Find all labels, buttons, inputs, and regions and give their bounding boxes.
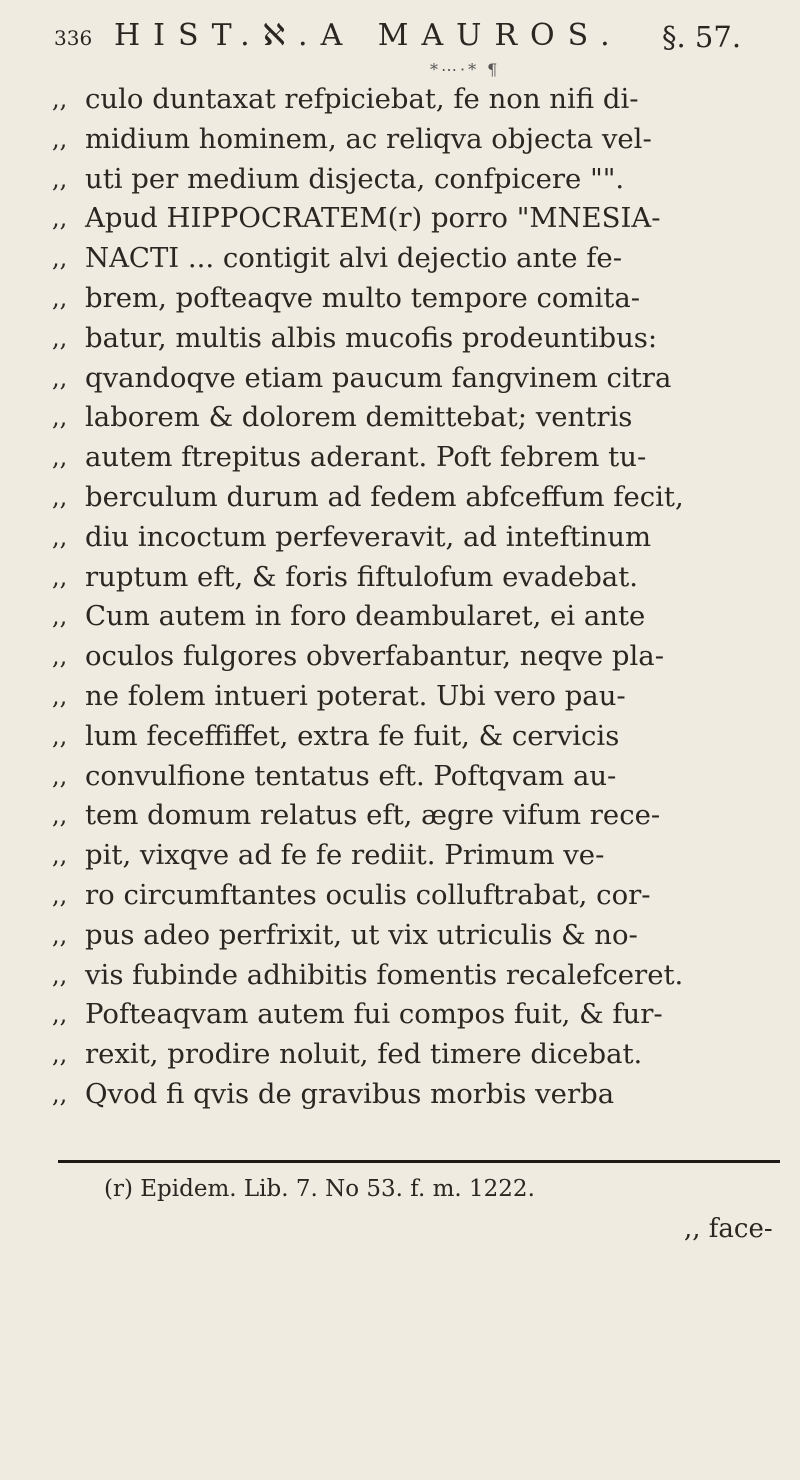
quote-mark: ,, <box>52 204 68 233</box>
line-text: autem ftrepitus aderant. Poft febrem tu- <box>85 441 647 474</box>
quote-mark: ,, <box>52 841 68 870</box>
text-line <box>52 916 782 956</box>
text-line <box>52 677 782 717</box>
line-text: convulfione tentatus eft. Poftqvam au- <box>85 759 617 792</box>
line-text: berculum durum ad fedem abfceffum fecit, <box>85 480 684 513</box>
text-line <box>52 836 782 876</box>
line-text: qvandoqve etiam paucum fangvinem citra <box>85 361 672 394</box>
text-line <box>52 796 782 836</box>
text-line <box>52 876 782 916</box>
line-text: diu incoctum perfeveravit, ad inteftinum <box>85 520 652 553</box>
line-text: oculos fulgores obverfabantur, neqve pla- <box>85 640 664 673</box>
body-text <box>52 80 782 1115</box>
line-text: pus adeo perfrixit, ut vix utriculis & no- <box>85 918 638 951</box>
text-line <box>52 359 782 399</box>
text-line <box>52 956 782 996</box>
line-text: Cum autem in foro deambularet, ei ante <box>85 600 646 633</box>
line-text: ro circumftantes oculis colluftrabat, cor- <box>85 878 651 911</box>
line-text: Qvod fi qvis de gravibus morbis verba <box>85 1077 615 1110</box>
quote-mark: ,, <box>52 1079 68 1108</box>
quote-mark: ,, <box>52 880 68 909</box>
line-text: culo duntaxat refpiciebat, fe non nifi di- <box>85 83 639 115</box>
text-line <box>52 1035 782 1075</box>
line-text: NACTI ... contigit alvi dejectio ante fe- <box>85 242 622 275</box>
quote-mark: ,, <box>52 164 68 193</box>
text-line <box>52 398 782 438</box>
quote-mark: ,, <box>52 562 68 591</box>
text-line <box>52 757 782 797</box>
catchword: ,, face- <box>684 1214 773 1244</box>
line-text: vis fubinde adhibitis fomentis recalefceret. <box>85 958 684 991</box>
text-line <box>52 438 782 478</box>
quote-mark: ,, <box>52 443 68 472</box>
line-text: ne folem intueri poterat. Ubi vero pau- <box>85 679 626 712</box>
text-line <box>52 319 782 359</box>
quote-mark: ,, <box>52 323 68 352</box>
quote-mark: ,, <box>52 85 68 113</box>
line-text: uti per medium disjecta, confpicere "". <box>85 162 625 195</box>
quote-mark: ,, <box>52 920 68 949</box>
line-text: midium hominem, ac reliqva objecta vel- <box>85 122 652 155</box>
text-line <box>52 995 782 1035</box>
line-text: Apud HIPPOCRATEM(r) porro "MNESIA- <box>85 202 661 235</box>
quote-mark: ,, <box>52 681 68 710</box>
quote-mark: ,, <box>52 721 68 750</box>
quote-mark: ,, <box>52 283 68 312</box>
page-header <box>54 18 774 54</box>
quote-mark: ,, <box>52 1040 68 1069</box>
header-ornament: *⋯·* ¶ <box>430 60 501 79</box>
quote-mark: ,, <box>52 482 68 511</box>
footnote: (r) Epidem. Lib. 7. No 53. f. m. 1222. <box>104 1176 535 1202</box>
line-text: batur, multis albis mucofis prodeuntibus: <box>85 321 658 354</box>
line-text: brem, pofteaqve multo tempore comita- <box>85 281 641 314</box>
page-number: 336 <box>54 26 93 50</box>
quote-mark: ,, <box>52 403 68 432</box>
quote-mark: ,, <box>52 761 68 790</box>
section-mark: §. 57. <box>662 20 742 54</box>
text-line <box>52 597 782 637</box>
quote-mark: ,, <box>52 244 68 273</box>
text-line <box>52 80 782 120</box>
quote-mark: ,, <box>52 124 68 153</box>
text-line <box>52 518 782 558</box>
text-line <box>52 199 782 239</box>
text-line <box>52 558 782 598</box>
line-text: tem domum relatus eft, ægre vifum rece- <box>85 799 661 832</box>
text-line <box>52 120 782 160</box>
line-text: Pofteaqvam autem fui compos fuit, & fur- <box>85 998 663 1031</box>
line-text: pit, vixqve ad fe fe rediit. Primum ve- <box>85 839 605 872</box>
quote-mark: ,, <box>52 1000 68 1029</box>
quote-mark: ,, <box>52 960 68 989</box>
line-text: rexit, prodire noluit, fed timere dicebat. <box>85 1038 643 1071</box>
quote-mark: ,, <box>52 522 68 551</box>
text-line <box>52 717 782 757</box>
line-text: ruptum eft, & foris fiftulofum evadebat. <box>85 560 638 593</box>
text-line <box>52 637 782 677</box>
text-line <box>52 239 782 279</box>
text-line <box>52 1075 782 1115</box>
quote-mark: ,, <box>52 602 68 631</box>
quote-mark: ,, <box>52 801 68 830</box>
running-title: HIST.ℵ.A MAUROS. <box>114 18 623 53</box>
text-line <box>52 160 782 200</box>
line-text: laborem & dolorem demittebat; ventris <box>85 401 633 434</box>
quote-mark: ,, <box>52 363 68 392</box>
line-text: lum feceffiffet, extra fe fuit, & cervicis <box>85 719 620 752</box>
text-line <box>52 478 782 518</box>
text-line <box>52 279 782 319</box>
footnote-divider <box>58 1160 780 1163</box>
quote-mark: ,, <box>52 642 68 671</box>
